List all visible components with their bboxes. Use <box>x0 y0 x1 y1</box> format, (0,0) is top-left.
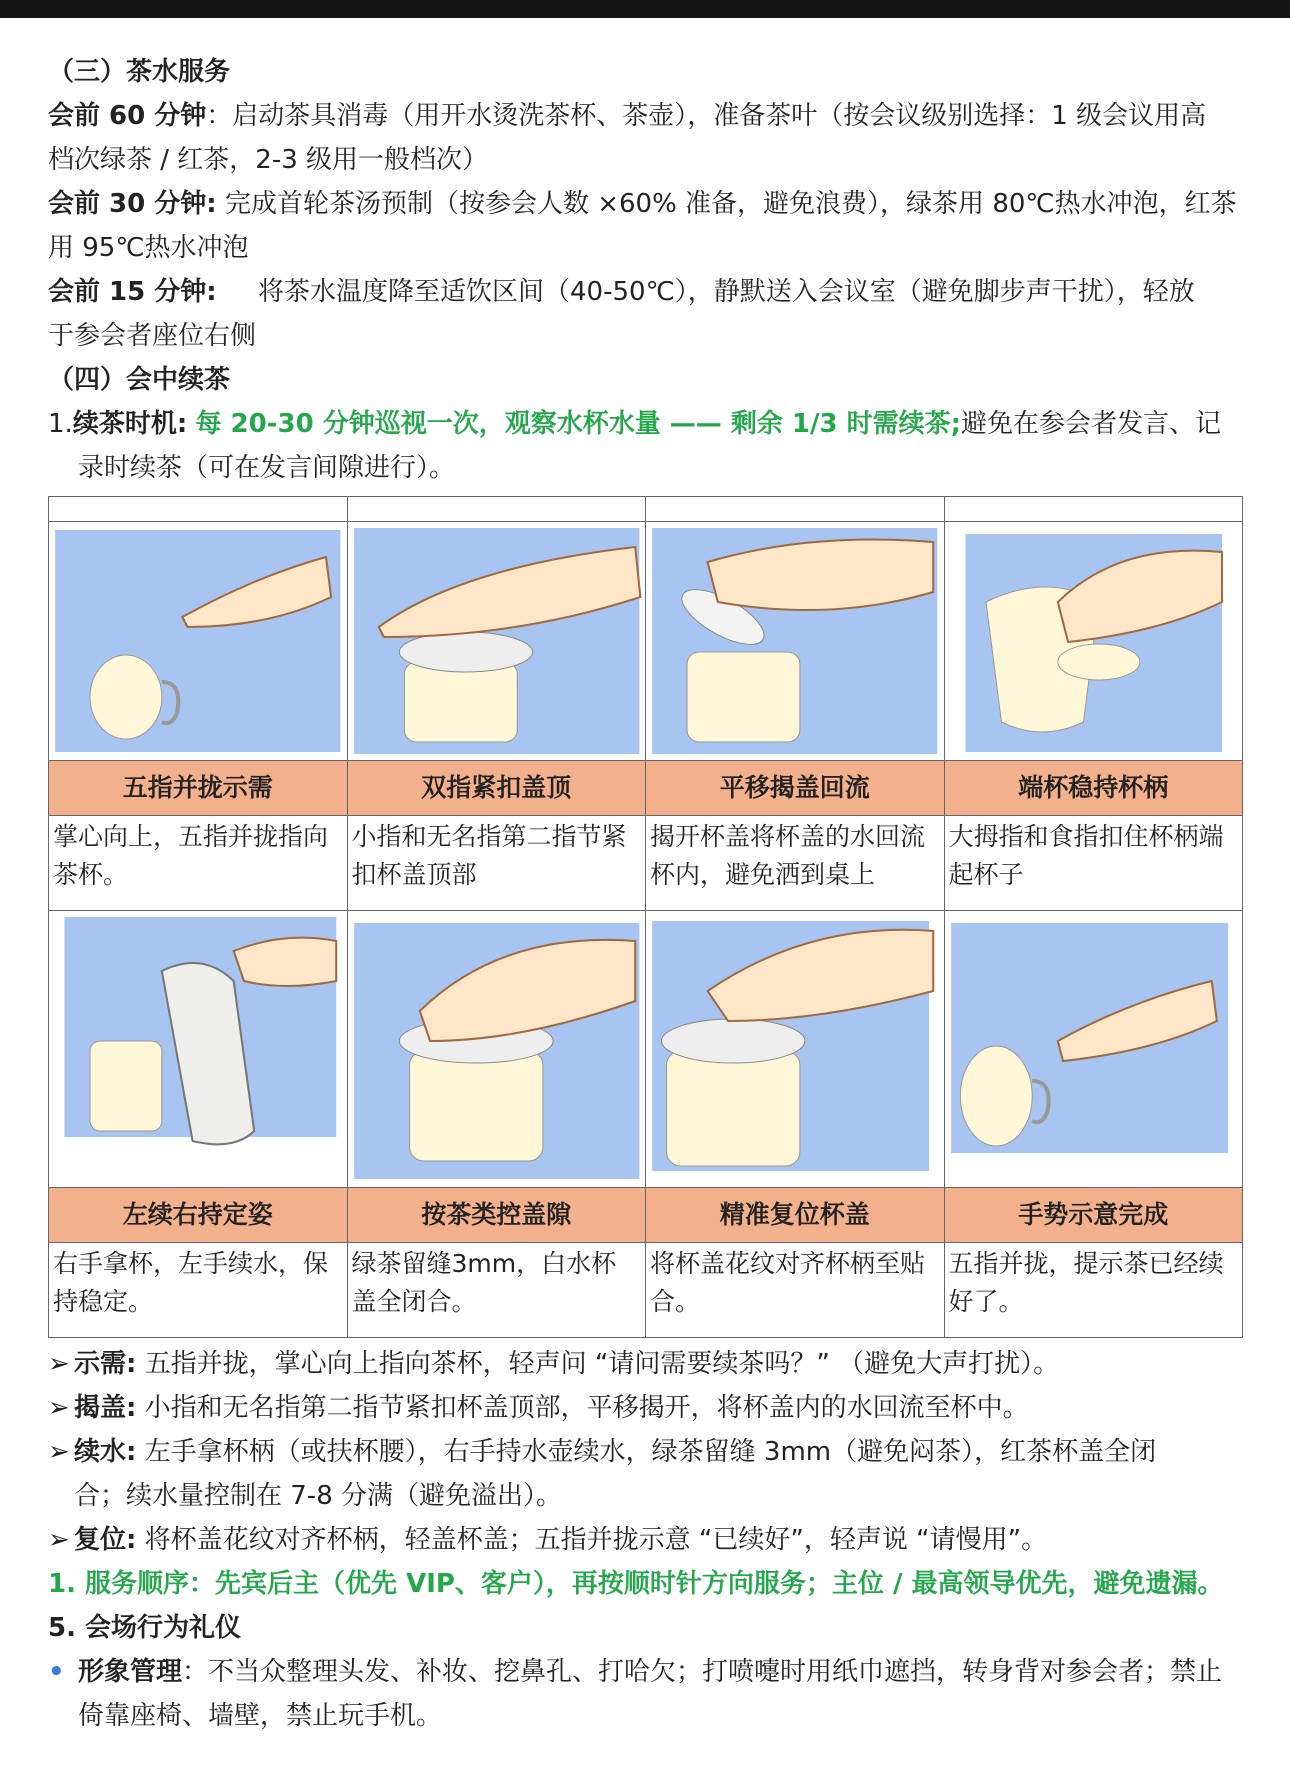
timing-text: 避免在参会者发言、记 <box>961 409 1222 439</box>
timing-cont: 录时续茶（可在发言间隙进行）。 <box>78 453 456 483</box>
bullet-item <box>48 1342 1248 1386</box>
bullet-list <box>48 1342 1248 1562</box>
illustration-done-gesture <box>944 911 1243 1188</box>
header-cell <box>944 497 1243 522</box>
step-desc: 揭开杯盖将杯盖的水回流杯内，避免洒到桌上 <box>646 816 945 911</box>
pre30-text: 完成首轮茶汤预制（按参会人数 ×60% 准备，避免浪费），绿茶用 80℃热水冲泡，红茶 <box>224 189 1237 219</box>
step-label: 按茶类控盖隙 <box>347 1188 646 1243</box>
step-label: 平移揭盖回流 <box>646 761 945 816</box>
illustration-row-1 <box>49 522 1243 761</box>
timing-prefix: 1. <box>48 409 73 439</box>
tea-steps-table <box>48 496 1243 1338</box>
illustration-lid-gap <box>347 911 646 1188</box>
top-bar <box>0 0 1290 18</box>
bullet-item <box>48 1518 1248 1562</box>
desc-row-2 <box>49 1243 1243 1338</box>
pre60-line <box>48 94 1248 138</box>
bullet-text: 五指并拢，掌心向上指向茶杯，轻声问 “请问需要续茶吗？” （避免大声打扰）。 <box>144 1349 1060 1379</box>
timing-label: 续茶时机: <box>72 409 188 439</box>
step-label: 双指紧扣盖顶 <box>347 761 646 816</box>
header-cell <box>646 497 945 522</box>
bullet-label: 揭盖: <box>74 1393 137 1423</box>
step-label: 左续右持定姿 <box>49 1188 348 1243</box>
section-4-title: （四）会中续茶 <box>48 365 231 395</box>
arrow-icon: ➢ <box>48 1393 70 1423</box>
image-mgmt-text: ：不当众整理头发、补妆、挖鼻孔、打哈欠；打喷嚏时用纸巾遮挡，转身背对参会者；禁止 <box>182 1657 1223 1687</box>
timing-line <box>48 402 1248 446</box>
arrow-icon: ➢ <box>48 1349 70 1379</box>
bullet-label: 示需: <box>74 1349 137 1379</box>
step-desc: 绿茶留缝3mm，白水杯盖全闭合。 <box>347 1243 646 1338</box>
section-5-title: 5. 会场行为礼仪 <box>48 1613 242 1643</box>
illustration-hold-handle <box>944 522 1243 761</box>
pre60-label: 会前 60 分钟 <box>48 101 207 131</box>
pre15-text: 将茶水温度降至适饮区间（40-50℃），静默送入会议室（避免脚步声干扰），轻放 <box>258 277 1195 307</box>
bullet-text: 小指和无名指第二指节紧扣杯盖顶部，平移揭开，将杯盖内的水回流至杯中。 <box>144 1393 1029 1423</box>
pre15-line <box>48 270 1248 314</box>
step-desc: 将杯盖花纹对齐杯柄至贴合。 <box>646 1243 945 1338</box>
header-cell <box>49 497 348 522</box>
label-row-1 <box>49 761 1243 816</box>
section-3-title: （三）茶水服务 <box>48 57 231 87</box>
step-desc: 掌心向上，五指并拢指向茶杯。 <box>49 816 348 911</box>
desc-row-1 <box>49 816 1243 911</box>
table-header-row <box>49 497 1243 522</box>
label-row-2 <box>49 1188 1243 1243</box>
image-mgmt-label: 形象管理 <box>78 1657 183 1687</box>
dot-icon: • <box>48 1657 65 1687</box>
step-desc: 大拇指和食指扣住杯柄端起杯子 <box>944 816 1243 911</box>
illustration-lift-lid <box>646 522 945 761</box>
pre60-text: ：启动茶具消毒（用开水烫洗茶杯、茶壶），准备茶叶（按会议级别选择：1 级会议用高 <box>206 101 1207 131</box>
pre30-line <box>48 182 1248 226</box>
pre15-label: 会前 15 分钟: <box>48 277 217 307</box>
illustration-row-2 <box>49 911 1243 1188</box>
illustration-pour-water <box>49 911 348 1188</box>
pre30-cont: 用 95℃热水冲泡 <box>48 233 249 263</box>
bullet-label: 续水: <box>74 1437 137 1467</box>
bullet-cont: 合；续水量控制在 7-8 分满（避免溢出）。 <box>74 1481 562 1511</box>
illustration-grip-lid <box>347 522 646 761</box>
image-mgmt-cont: 倚靠座椅、墙壁，禁止玩手机。 <box>78 1701 443 1731</box>
step-desc: 右手拿杯，左手续水，保持稳定。 <box>49 1243 348 1338</box>
step-label: 精准复位杯盖 <box>646 1188 945 1243</box>
timing-highlight: 每 20-30 分钟巡视一次，观察水杯水量 —— 剩余 1/3 时需续茶; <box>195 409 962 439</box>
image-mgmt-line <box>48 1650 1248 1694</box>
document-body <box>48 50 1248 1738</box>
step-desc: 五指并拢，提示茶已经续好了。 <box>944 1243 1243 1338</box>
arrow-icon: ➢ <box>48 1525 70 1555</box>
bullet-label: 复位: <box>74 1525 137 1555</box>
bullet-text: 左手拿杯柄（或扶杯腰），右手持水壶续水，绿茶留缝 3mm（避免闷茶），红茶杯盖全闭 <box>144 1437 1157 1467</box>
step-label: 五指并拢示需 <box>49 761 348 816</box>
step-desc: 小指和无名指第二指节紧扣杯盖顶部 <box>347 816 646 911</box>
arrow-icon: ➢ <box>48 1437 70 1467</box>
pre30-label: 会前 30 分钟: <box>48 189 217 219</box>
pre60-cont: 档次绿茶 / 红茶，2-3 级用一般档次） <box>48 145 489 175</box>
service-order: 1. 服务顺序：先宾后主（优先 VIP、客户），再按顺时针方向服务；主位 / 最高领导优先，避免遗漏。 <box>48 1569 1224 1599</box>
illustration-reset-lid <box>646 911 945 1188</box>
header-cell <box>347 497 646 522</box>
pre15-cont: 于参会者座位右侧 <box>48 321 257 351</box>
illustration-open-palm <box>49 522 348 761</box>
step-label: 手势示意完成 <box>944 1188 1243 1243</box>
bullet-text: 将杯盖花纹对齐杯柄，轻盖杯盖；五指并拢示意 “已续好”，轻声说 “请慢用”。 <box>144 1525 1048 1555</box>
step-label: 端杯稳持杯柄 <box>944 761 1243 816</box>
bullet-item <box>48 1386 1248 1430</box>
bullet-item <box>48 1430 1248 1474</box>
